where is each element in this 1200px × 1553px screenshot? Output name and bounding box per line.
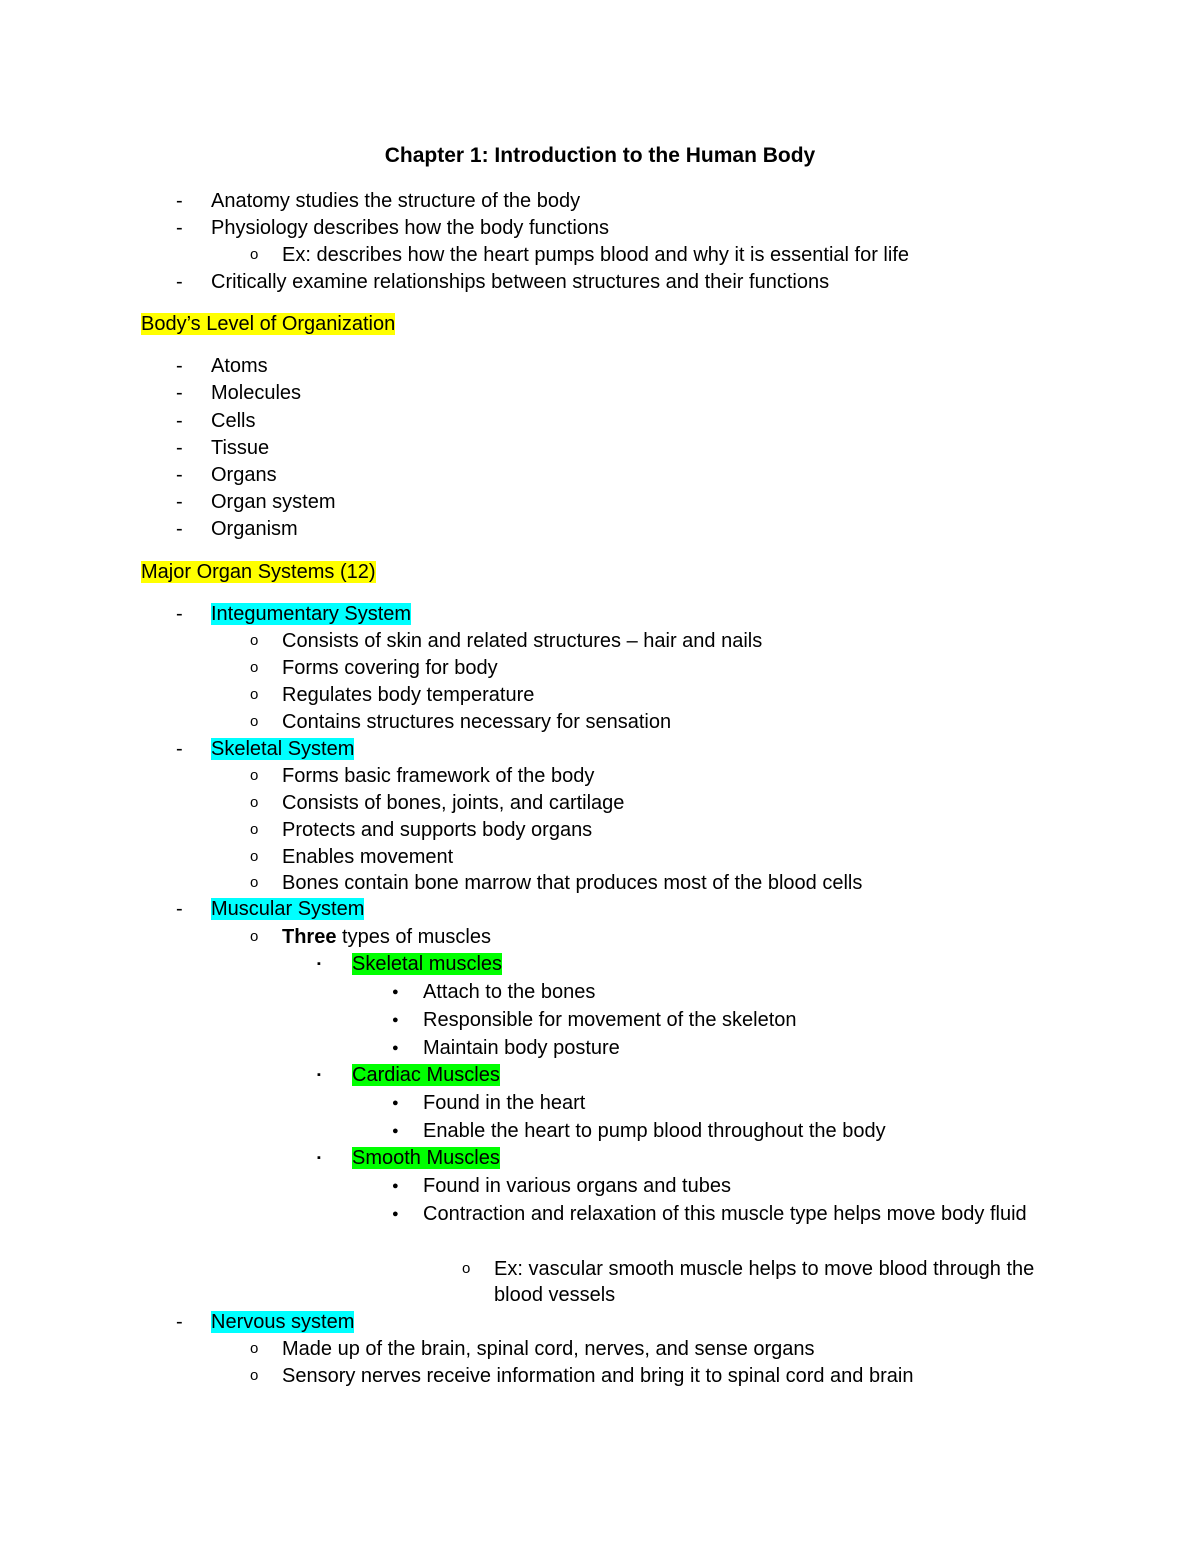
circle-marker: o [250,1340,259,1357]
level-item: Organism [211,518,298,540]
muscle-cardiac: Cardiac Muscles [352,1064,500,1086]
circle-marker: o [250,821,259,838]
intro-anatomy: Anatomy studies the structure of the body [211,190,581,212]
bullet-marker: ● [392,1208,399,1220]
circle-marker: o [250,1367,259,1384]
circle-marker: o [250,794,259,811]
circle-marker: o [250,713,259,730]
dash-marker: - [176,190,183,212]
level-item: Atoms [211,355,268,377]
skeletal-point: Bones contain bone marrow that produces most of the blood cells [282,872,863,894]
skeletal-muscle-point: Maintain body posture [423,1037,620,1059]
dash-marker: - [176,217,183,239]
integumentary-point: Regulates body temperature [282,684,535,706]
square-marker: ▪ [317,1152,321,1164]
circle-marker: o [250,767,259,784]
system-integumentary: Integumentary System [211,603,412,625]
skeletal-point: Protects and supports body organs [282,819,593,841]
dash-marker: - [176,898,183,920]
circle-marker: o [250,686,259,703]
dash-marker: - [176,464,183,486]
circle-marker: o [462,1260,471,1277]
dash-marker: - [176,410,183,432]
dash-marker: - [176,382,183,404]
bullet-marker: ● [392,986,399,998]
integumentary-point: Forms covering for body [282,657,498,679]
muscle-skeletal: Skeletal muscles [352,953,503,975]
smooth-muscle-example: Ex: vascular smooth muscle helps to move blood through the blood vessels [494,1258,1035,1306]
system-skeletal: Skeletal System [211,738,355,760]
integumentary-point: Consists of skin and related structures – hair and nails [282,630,763,652]
level-item: Organs [211,464,277,486]
smooth-muscle-point: Contraction and relaxation of this muscle type helps move body fluid [423,1203,1027,1225]
circle-marker: o [250,848,259,865]
level-item: Organ system [211,491,336,513]
circle-marker: o [250,928,259,945]
skeletal-point: Consists of bones, joints, and cartilage [282,792,625,814]
smooth-muscle-point: Found in various organs and tubes [423,1175,731,1197]
system-nervous: Nervous system [211,1311,355,1333]
nervous-point: Sensory nerves receive information and bring it to spinal cord and brain [282,1365,914,1387]
bullet-marker: ● [392,1125,399,1137]
bullet-marker: ● [392,1014,399,1026]
bullet-marker: ● [392,1180,399,1192]
dash-marker: - [176,518,183,540]
nervous-point: Made up of the brain, spinal cord, nerves, and sense organs [282,1338,815,1360]
level-item: Tissue [211,437,270,459]
dash-marker: - [176,1311,183,1333]
dash-marker: - [176,271,183,293]
dash-marker: - [176,603,183,625]
skeletal-point: Forms basic framework of the body [282,765,595,787]
cardiac-muscle-point: Enable the heart to pump blood throughout the body [423,1120,886,1142]
dash-marker: - [176,738,183,760]
bullet-marker: ● [392,1042,399,1054]
square-marker: ▪ [317,958,321,970]
skeletal-muscle-point: Attach to the bones [423,981,596,1003]
circle-marker: o [250,659,259,676]
section-heading-levels: Body’s Level of Organization [141,313,396,335]
intro-physiology-example: Ex: describes how the heart pumps blood and why it is essential for life [282,244,909,266]
muscle-smooth: Smooth Muscles [352,1147,500,1169]
square-marker: ▪ [317,1069,321,1081]
skeletal-point: Enables movement [282,846,454,868]
circle-marker: o [250,246,259,263]
circle-marker: o [250,632,259,649]
skeletal-muscle-point: Responsible for movement of the skeleton [423,1009,797,1031]
three-bold: Three [282,926,337,948]
dash-marker: - [176,491,183,513]
dash-marker: - [176,355,183,377]
intro-relationships: Critically examine relationships between structures and their functions [211,271,830,293]
level-item: Molecules [211,382,302,404]
dash-marker: - [176,437,183,459]
page-title: Chapter 1: Introduction to the Human Body [384,144,816,167]
bullet-marker: ● [392,1097,399,1109]
section-heading-systems: Major Organ Systems (12) [141,561,376,583]
level-item: Cells [211,410,256,432]
circle-marker: o [250,874,259,891]
system-muscular: Muscular System [211,898,365,920]
muscle-types-line [282,924,491,950]
intro-physiology: Physiology describes how the body functions [211,217,610,239]
integumentary-point: Contains structures necessary for sensation [282,711,672,733]
muscle-types-rest: types of muscles [336,926,491,948]
cardiac-muscle-point: Found in the heart [423,1092,586,1114]
